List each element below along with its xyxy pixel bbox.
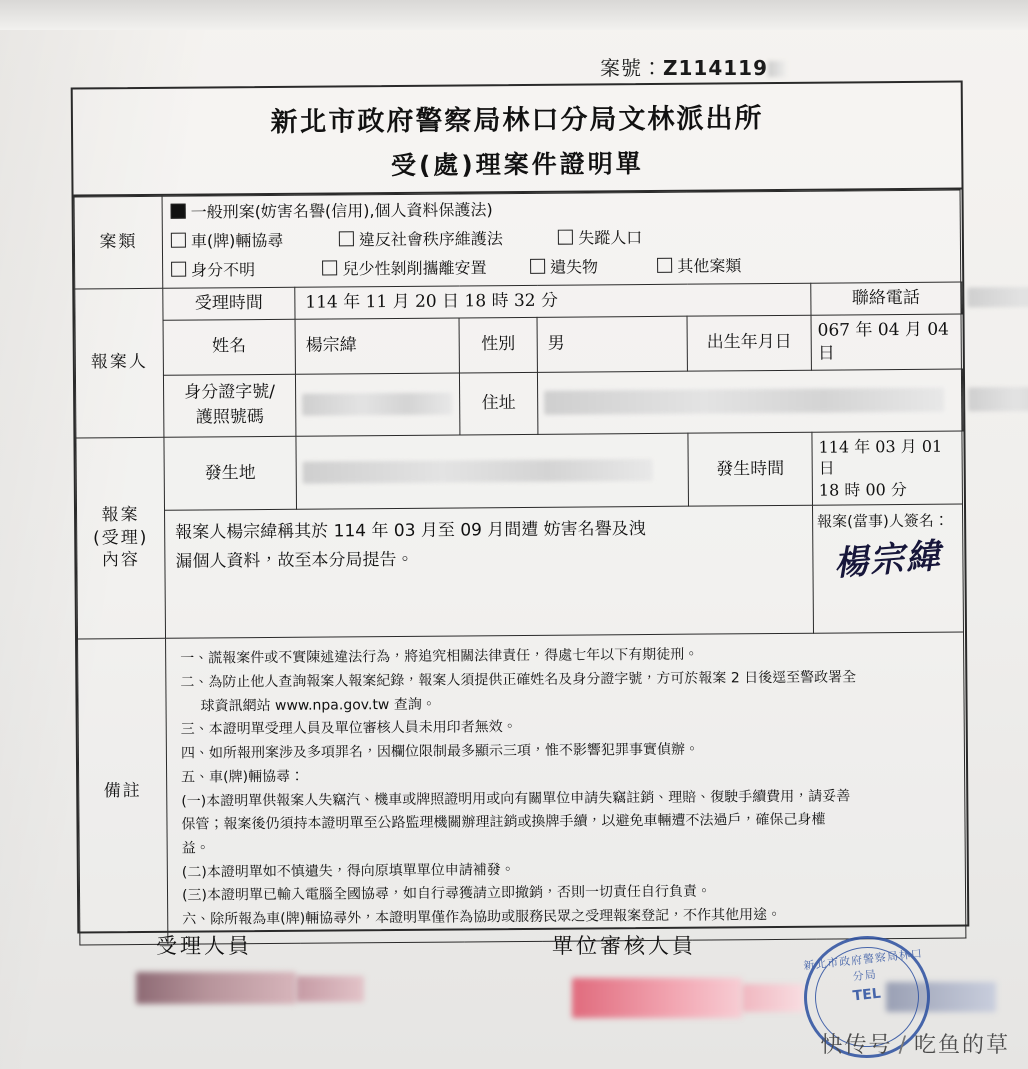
case-type-option-2[interactable] xyxy=(339,228,503,251)
case-type-option-1[interactable] xyxy=(171,230,284,252)
watermark-left: 快传号 xyxy=(820,1033,893,1058)
address-value xyxy=(537,369,961,434)
address-label: 住址 xyxy=(459,372,537,435)
case-type-option-5-label: 兒少性剝削攜離安置 xyxy=(342,258,487,279)
receiver-redaction-2 xyxy=(296,976,364,1002)
stamp-top-text: 新北市政府警察局林口分局 xyxy=(802,946,924,984)
case-type-option-3-label: 失蹤人口 xyxy=(578,227,643,248)
id-label-line1: 身分證字號/ xyxy=(184,381,276,403)
signature-cell xyxy=(812,504,963,633)
address-value-overflow xyxy=(961,369,962,431)
case-type-option-3[interactable] xyxy=(558,227,642,249)
address-redaction-2 xyxy=(968,387,1028,412)
table-row-incident-content xyxy=(77,504,965,639)
table-row-name xyxy=(75,314,962,376)
accept-time-label: 受理時間 xyxy=(163,287,295,320)
notes-label: 備註 xyxy=(78,639,168,945)
case-type-option-5[interactable] xyxy=(322,257,486,280)
case-type-option-0-label: 一般刑案(妨害名譽(信用),個人資料保護法) xyxy=(190,200,493,222)
receiver-redaction xyxy=(136,972,296,1004)
case-type-label: 案類 xyxy=(74,196,163,289)
form-title-line1: 新北市政府警察局林口分局文林派出所 xyxy=(270,103,764,138)
checkbox-icon[interactable] xyxy=(339,231,354,246)
case-type-option-4-label: 身分不明 xyxy=(191,259,256,280)
name-label: 姓名 xyxy=(163,319,295,375)
note-item-2: 球資訊網站 www.npa.gov.tw 查詢。 xyxy=(200,696,436,715)
note-item-9: (二)本證明單如不慎遺失，得向原填單單位申請補發。 xyxy=(181,861,515,881)
watermark-separator: / xyxy=(898,1033,908,1058)
note-item-5: 五、車(牌)輛協尋： xyxy=(181,768,305,786)
notes-content xyxy=(166,632,966,944)
checkbox-checked-icon[interactable] xyxy=(171,204,186,219)
receiver-label: 受理人員 xyxy=(156,934,252,958)
address-redaction xyxy=(544,388,944,415)
incident-time-label: 發生時間 xyxy=(688,432,813,507)
stamp-center-text: TEL xyxy=(852,985,882,1005)
incident-time-line2: 18 時 00 分 xyxy=(818,479,907,500)
case-number-label: 案號： xyxy=(600,56,663,80)
phone-redaction xyxy=(967,286,1028,307)
note-item-0: 一、謊報案件或不實陳述違法行為，將追究相關法律責任，得處七年以下有期徒刑。 xyxy=(180,647,699,668)
signature-value: 楊宗緯 xyxy=(832,535,944,584)
gender-label: 性別 xyxy=(459,317,537,372)
note-item-10: (三)本證明單已輸入電腦全國協尋，如自行尋獲請立即撤銷，否則一切責任自行負責。 xyxy=(181,883,712,904)
id-label xyxy=(163,374,295,437)
watermark-right: 吃鱼的草 xyxy=(913,1033,1010,1058)
incident-place-label: 發生地 xyxy=(164,436,297,511)
phone-label: 聯絡電話 xyxy=(811,282,961,315)
incident-label-line2: (受理) xyxy=(93,527,149,548)
incident-time-value xyxy=(812,431,963,506)
checkbox-icon[interactable] xyxy=(322,260,337,275)
case-type-options xyxy=(162,190,961,288)
checkbox-icon[interactable] xyxy=(171,233,186,248)
case-type-option-7-label: 其他案類 xyxy=(677,256,742,276)
checkbox-icon[interactable] xyxy=(657,258,672,273)
reporter-section-label: 報案人 xyxy=(75,288,164,437)
case-type-option-2-label: 違反社會秩序維護法 xyxy=(358,229,503,250)
case-number xyxy=(600,52,786,81)
case-number-redaction xyxy=(768,61,786,77)
note-item-4: 四、如所報刑案涉及多項罪名，因欄位限制最多顯示三項，惟不影響犯罪事實偵辦。 xyxy=(180,741,699,762)
incident-label-line3: 內容 xyxy=(101,550,140,571)
form-title-line2: 受(處)理案件證明單 xyxy=(390,149,644,181)
note-item-1: 二、為防止他人查詢報案人報案紀錄，報案人須提供正確姓名及身分證字號，方可於報案 2 日後逕至警政署全 xyxy=(180,669,857,691)
table-row-incident-place xyxy=(76,431,964,512)
note-item-6: (一)本證明單供報案人失竊汽、機車或牌照證明用或向有關單位申請失竊註銷、理賠、復駛手續費用，請妥善 xyxy=(181,787,851,810)
case-type-option-1-label: 車(牌)輛協尋 xyxy=(190,230,284,251)
incident-label-line1: 報案 xyxy=(101,504,140,525)
reviewer-redaction-2 xyxy=(742,984,804,1012)
id-value xyxy=(295,373,459,436)
case-type-option-6[interactable] xyxy=(530,256,598,278)
watermark xyxy=(821,1028,1010,1059)
incident-place-redaction xyxy=(303,459,653,484)
checkbox-icon[interactable] xyxy=(558,230,573,245)
table-row-id-address xyxy=(75,369,962,438)
certificate-form xyxy=(71,81,970,934)
incident-content xyxy=(165,506,814,639)
phone-value xyxy=(961,282,962,314)
notes-list xyxy=(172,637,959,939)
case-type-option-4[interactable] xyxy=(171,259,255,281)
checkbox-icon[interactable] xyxy=(171,261,186,276)
incident-content-line1: 報案人楊宗緯稱其於 114 年 03 月至 09 月間遭 妨害名譽及洩 xyxy=(175,519,646,544)
case-type-option-0[interactable] xyxy=(171,199,493,223)
note-item-3: 三、本證明單受理人員及單位審核人員未用印者無效。 xyxy=(180,719,517,739)
form-table xyxy=(74,190,968,946)
birth-label: 出生年月日 xyxy=(687,315,811,371)
id-redaction xyxy=(302,392,452,415)
note-item-7: 保管；報案後仍須持本證明單至公路監理機關辦理註銷或換牌手續，以避免車輛遭不法過戶，確保己身權 xyxy=(181,811,826,833)
note-item-8: 益。 xyxy=(181,840,210,857)
gender-value: 男 xyxy=(537,316,687,372)
table-row-notes xyxy=(78,632,967,944)
reviewer-label: 單位審核人員 xyxy=(552,934,696,958)
incident-place-value xyxy=(296,433,689,510)
reviewer-redaction xyxy=(572,978,742,1018)
name-value: 楊宗緯 xyxy=(295,318,459,374)
note-item-11: 六、除所報為車(牌)輛協尋外，本證明單僅作為協助或服務民眾之受理報案登記，不作其他用途。 xyxy=(182,906,782,928)
signature-label: 報案(當事)人簽名： xyxy=(817,512,949,532)
table-row-case-type xyxy=(74,190,962,289)
form-header xyxy=(73,83,962,197)
birth-value: 067 年 04 月 04 日 xyxy=(811,314,961,370)
case-type-option-7[interactable] xyxy=(657,255,741,277)
case-type-option-6-label: 遺失物 xyxy=(549,257,599,277)
accept-time-value: 114 年 11 月 20 日 18 時 32 分 xyxy=(295,283,811,319)
case-number-value: Z114119 xyxy=(663,56,768,80)
incident-time-line1: 114 年 03 月 01 日 xyxy=(818,436,943,478)
id-label-line2: 護照號碼 xyxy=(195,407,264,428)
incident-section-label xyxy=(76,437,166,639)
incident-content-line2: 漏個人資料，故至本分局提告。 xyxy=(175,550,414,573)
checkbox-icon[interactable] xyxy=(530,259,545,274)
